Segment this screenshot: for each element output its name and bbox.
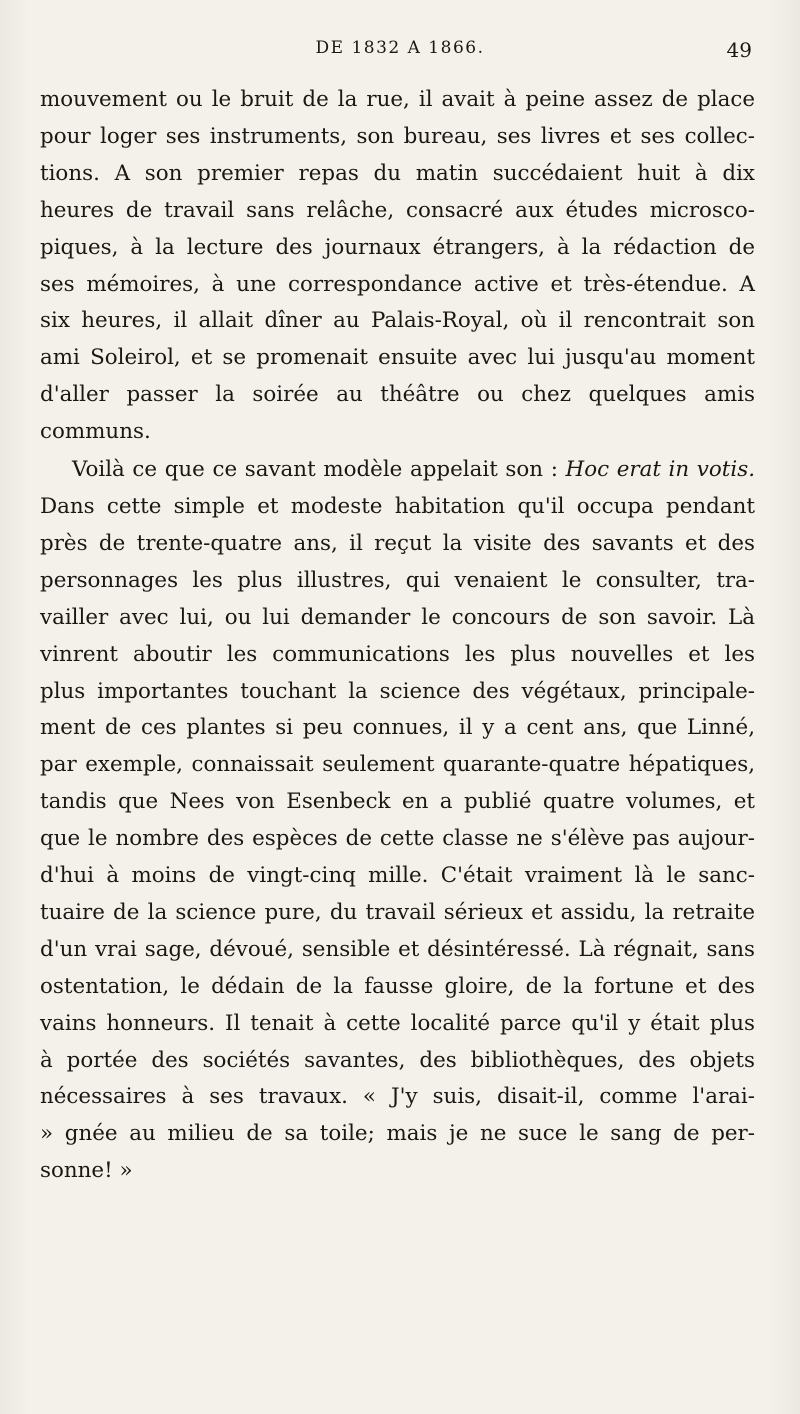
paragraph-1	[40, 82, 755, 451]
running-title: DE 1832 A 1866.	[315, 38, 485, 58]
text-line: que le nombre des espèces de cette classe ne s'élève pas aujour-	[40, 826, 755, 852]
text-line: piques, à la lecture des journaux étrangers, à la rédaction de	[40, 234, 755, 260]
text-line: ostentation, le dédain de la fausse gloire, de la fortune et des	[40, 973, 755, 999]
text-line: vains honneurs. Il tenait à cette localité parce qu'il y était plus	[40, 1010, 755, 1036]
text-line: sonne! »	[40, 1158, 133, 1184]
text-line: tandis que Nees von Esenbeck en a publié quatre volumes, et	[40, 789, 755, 815]
text-line: à portée des sociétés savantes, des bibliothèques, des objets	[40, 1047, 755, 1073]
text-line: personnages les plus illustres, qui venaient le consulter, tra-	[40, 567, 755, 593]
text-line: pour loger ses instruments, son bureau, ses livres et ses collec-	[40, 123, 755, 149]
text-line: tions. A son premier repas du matin succédaient huit à dix	[40, 160, 755, 186]
text-line: d'un vrai sage, dévoué, sensible et désintéressé. Là régnait, sans	[40, 936, 755, 962]
text-line: heures de travail sans relâche, consacré aux études microsco-	[40, 197, 755, 223]
text-plain: Voilà ce que ce savant modèle appelait son :	[72, 457, 566, 483]
running-head	[40, 36, 760, 66]
text-line: » gnée au milieu de sa toile; mais je ne suce le sang de per-	[40, 1121, 755, 1147]
text-line: ment de ces plantes si peu connues, il y a cent ans, que Linné,	[40, 715, 755, 741]
latin-quote: Hoc erat in votis.	[565, 457, 755, 483]
text-line: vailler avec lui, ou lui demander le concours de son savoir. Là	[40, 604, 755, 630]
text-line: près de trente-quatre ans, il reçut la visite des savants et des	[40, 530, 755, 556]
text-line: tuaire de la science pure, du travail sérieux et assidu, la retraite	[40, 899, 755, 925]
text-line-first	[40, 452, 755, 489]
paragraph-2	[40, 452, 755, 1190]
text-line: vinrent aboutir les communications les plus nouvelles et les	[40, 641, 755, 667]
text-line: nécessaires à ses travaux. « J'y suis, disait-il, comme l'arai-	[40, 1084, 755, 1110]
text-line: mouvement ou le bruit de la rue, il avait à peine assez de place	[40, 87, 755, 112]
text-line: d'hui à moins de vingt-cinq mille. C'était vraiment là le sanc-	[40, 863, 755, 889]
text-line: six heures, il allait dîner au Palais-Royal, où il rencontrait son	[40, 308, 755, 334]
text-line: communs.	[40, 419, 151, 445]
page-number: 49	[726, 38, 752, 62]
text-line: ami Soleirol, et se promenait ensuite avec lui jusqu'au moment	[40, 345, 755, 371]
text-line: par exemple, connaissait seulement quarante-quatre hépatiques,	[40, 752, 755, 778]
text-line: d'aller passer la soirée au théâtre ou chez quelques amis	[40, 382, 755, 408]
text-line: Dans cette simple et modeste habitation qu'il occupa pendant	[40, 493, 755, 519]
text-line: ses mémoires, à une correspondance active et très-étendue. A	[40, 271, 755, 297]
body-text	[40, 82, 755, 1190]
text-line: plus importantes touchant la science des végétaux, principale-	[40, 678, 755, 704]
